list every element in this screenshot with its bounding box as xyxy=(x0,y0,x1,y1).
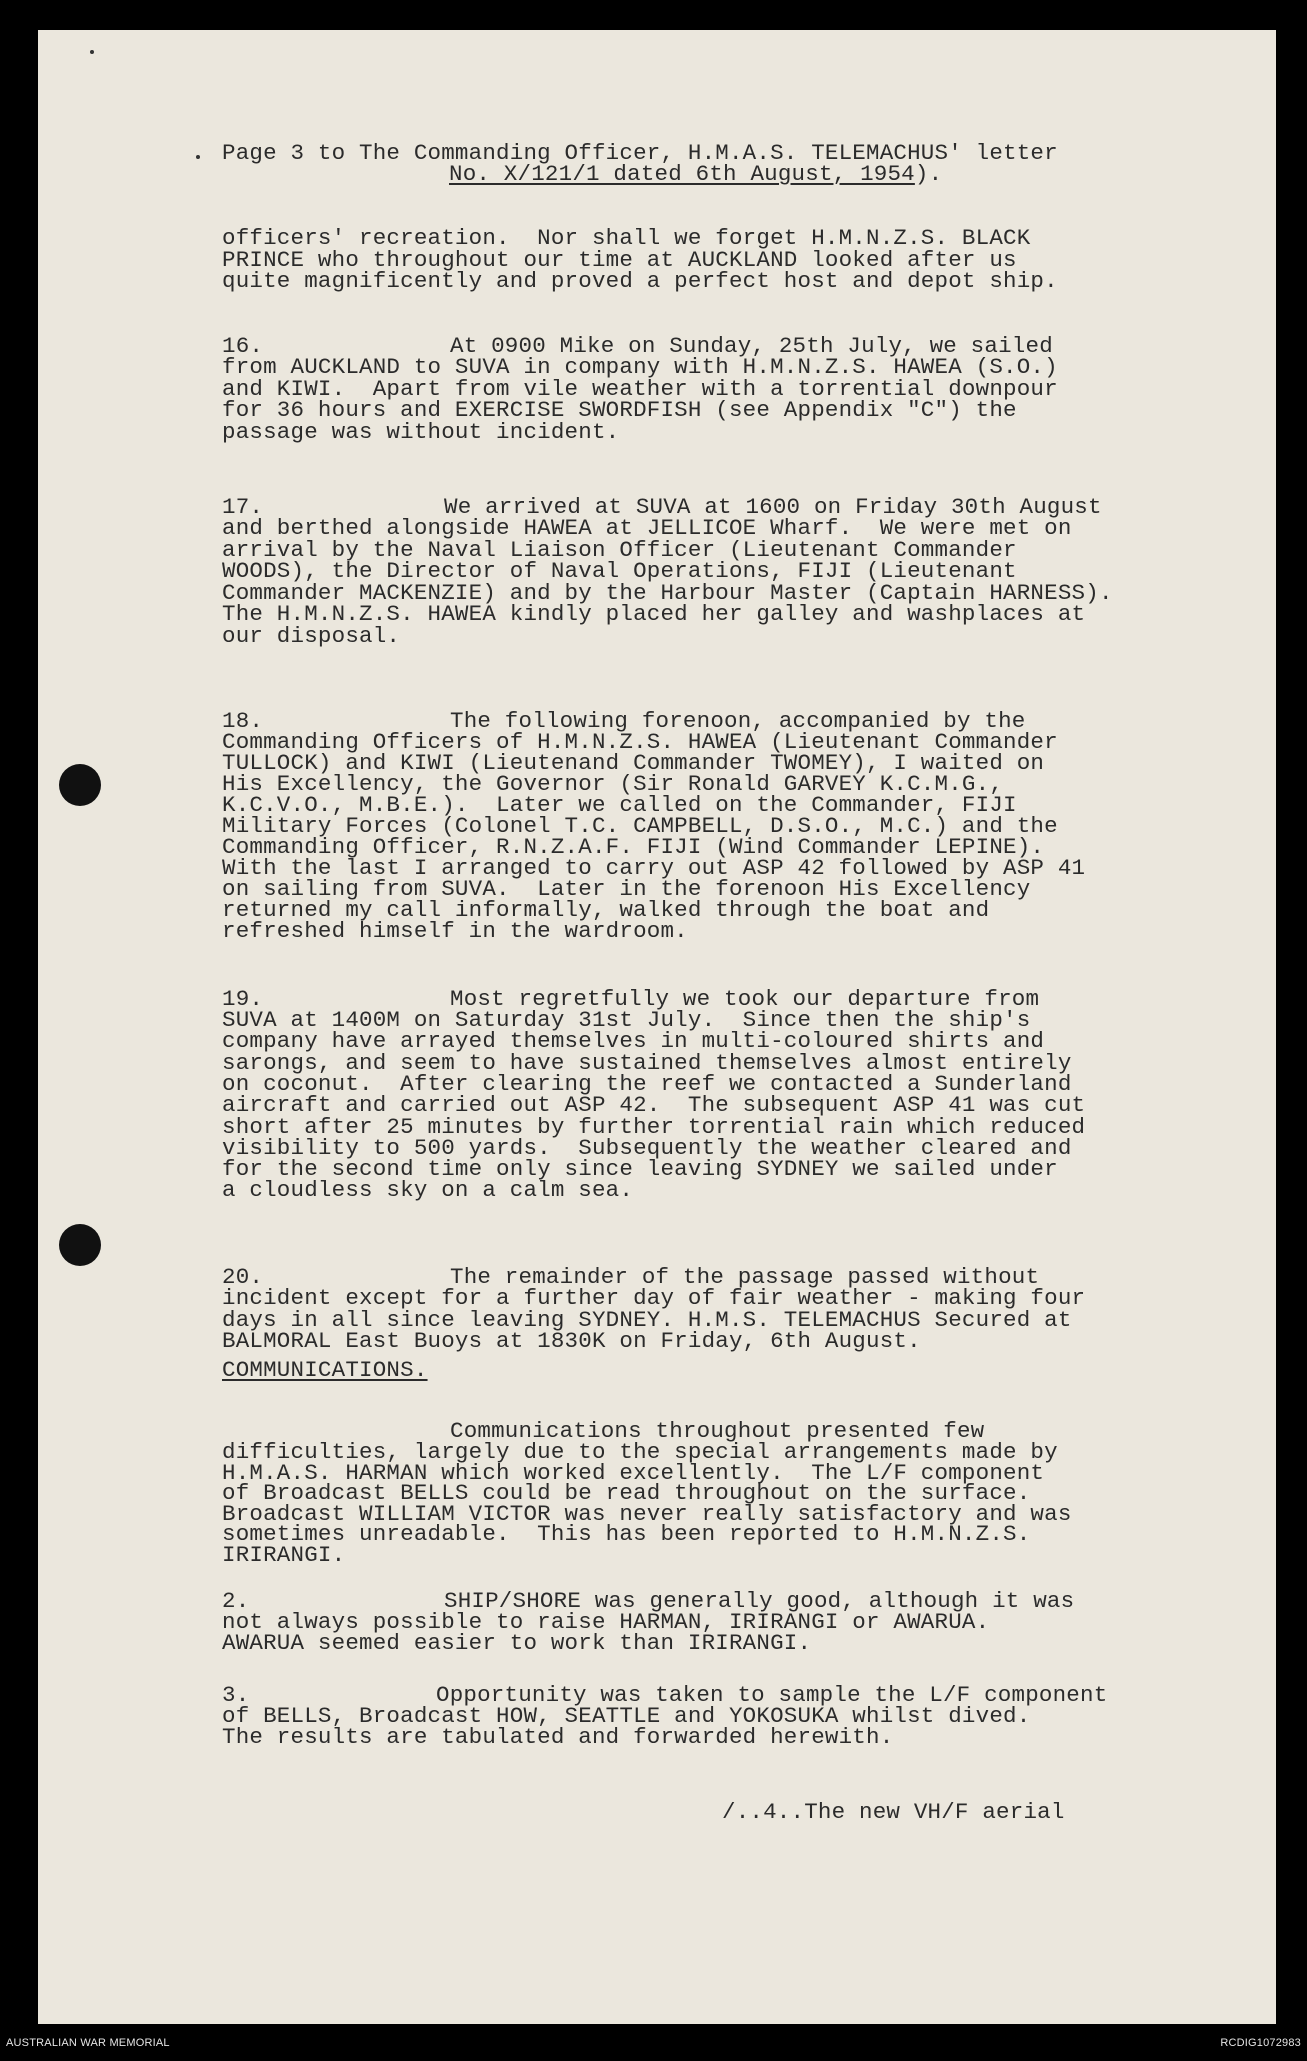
text-line: for the second time only since leaving SYDNEY we sailed under xyxy=(222,1156,1058,1183)
paragraph-number: 2. xyxy=(222,1588,250,1614)
paragraph-first-line: Opportunity was taken to sample the L/F component xyxy=(436,1682,1108,1708)
text-line: of BELLS, Broadcast HOW, SEATTLE and YOKOSUKA whilst dived. xyxy=(222,1703,1031,1729)
continuation-catchword: /..4..The new VH/F aerial xyxy=(722,1799,1065,1825)
text-line: short after 25 minutes by further torrential rain which reduced xyxy=(222,1113,1086,1140)
text-line: Military Forces (Colonel T.C. CAMPBELL, D.S.O., M.C.) and the xyxy=(222,813,1058,839)
text-line: arrival by the Naval Liaison Officer (Lieutenant Commander xyxy=(222,536,1017,563)
text-line: days in all since leaving SYDNEY. H.M.S. TELEMACHUS Secured at xyxy=(222,1306,1072,1333)
text-line: Broadcast WILLIAM VICTOR was never really satisfactory and was xyxy=(222,1500,1072,1527)
text-line: His Excellency, the Governor (Sir Ronald GARVEY K.C.M.G., xyxy=(222,771,1004,797)
text-line: passage was without incident. xyxy=(222,418,620,445)
page-header-line-2: No. X/121/1 dated 6th August, 1954). xyxy=(449,161,943,187)
text-line: WOODS), the Director of Naval Operations, FIJI (Lieutenant xyxy=(222,558,1017,584)
text-line: officers' recreation. Nor shall we forget H.M.N.Z.S. BLACK xyxy=(222,225,1031,251)
paragraph-number: 17. xyxy=(222,494,264,520)
text-line: The results are tabulated and forwarded herewith. xyxy=(222,1724,894,1750)
text-line: aircraft and carried out ASP 42. The subsequent ASP 41 was cut xyxy=(222,1092,1086,1119)
text-line: refreshed himself in the wardroom. xyxy=(222,918,688,944)
paragraph-number: 3. xyxy=(222,1682,250,1708)
text-line: BALMORAL East Buoys at 1830K on Friday, 6th August. xyxy=(222,1328,921,1354)
footer-source: AUSTRALIAN WAR MEMORIAL xyxy=(6,2037,170,2049)
text-line: H.M.A.S. HARMAN which worked excellently. The L/F component xyxy=(222,1459,1045,1486)
paragraph-first-line: The remainder of the passage passed without xyxy=(450,1264,1040,1290)
text-line: Commanding Officer, R.N.Z.A.F. FIJI (Wind Commander LEPINE). xyxy=(222,834,1045,860)
paragraph-first-line: At 0900 Mike on Sunday, 25th July, we sailed xyxy=(450,333,1053,359)
letter-body xyxy=(38,30,1276,2024)
paragraph-first-line: Most regretfully we took our departure from xyxy=(450,986,1040,1012)
text-line: on coconut. After clearing the reef we contacted a Sunderland xyxy=(222,1070,1072,1097)
text-line: Commander MACKENZIE) and by the Harbour Master (Captain HARNESS). xyxy=(222,579,1113,606)
section-heading: COMMUNICATIONS. xyxy=(222,1357,428,1383)
text-line: not always possible to raise HARMAN, IRIRANGI or AWARUA. xyxy=(222,1609,990,1635)
text-line: for 36 hours and EXERCISE SWORDFISH (see Appendix "C") the xyxy=(222,397,1017,423)
text-line: on sailing from SUVA. Later in the forenoon His Excellency xyxy=(222,876,1031,902)
text-line: Commanding Officers of H.M.N.Z.S. HAWEA (Lieutenant Commander xyxy=(222,729,1058,755)
paragraph-number: 16. xyxy=(222,333,264,359)
text-line: and berthed alongside HAWEA at JELLICOE Wharf. We were met on xyxy=(222,515,1072,541)
paragraph-number: 18. xyxy=(222,708,264,734)
letter-reference: No. X/121/1 dated 6th August, 1954 xyxy=(449,161,915,187)
document-page xyxy=(38,30,1276,2024)
text-line: The H.M.N.Z.S. HAWEA kindly placed her galley and washplaces at xyxy=(222,601,1086,627)
page-header-line-1: Page 3 to The Commanding Officer, H.M.A.S. TELEMACHUS' letter xyxy=(222,140,1058,166)
footer-record-id: RCDIG1072983 xyxy=(1220,2037,1301,2049)
paragraph-first-line: SHIP/SHORE was generally good, although it was xyxy=(444,1588,1075,1614)
text-line: sometimes unreadable. This has been reported to H.M.N.Z.S. xyxy=(222,1521,1031,1547)
text-line: quite magnificently and proved a perfect host and depot ship. xyxy=(222,268,1058,294)
text-line: difficulties, largely due to the special arrangements made by xyxy=(222,1439,1058,1465)
paragraph-number: 19. xyxy=(222,986,264,1012)
text-line: of Broadcast BELLS could be read throughout on the surface. xyxy=(222,1480,1031,1506)
text-line: our disposal. xyxy=(222,622,401,649)
text-line: company have arrayed themselves in multi-coloured shirts and xyxy=(222,1028,1045,1055)
text-line: AWARUA seemed easier to work than IRIRANGI. xyxy=(222,1630,812,1656)
text-line: incident except for a further day of fair weather - making four xyxy=(222,1285,1086,1311)
text-line: returned my call informally, walked through the boat and xyxy=(222,897,990,923)
text-line: sarongs, and seem to have sustained themselves almost entirely xyxy=(222,1049,1072,1076)
text-line: With the last I arranged to carry out ASP 42 followed by ASP 41 xyxy=(222,855,1086,881)
text-line: SUVA at 1400M on Saturday 31st July. Since then the ship's xyxy=(222,1007,1031,1033)
text-line: and KIWI. Apart from vile weather with a torrential downpour xyxy=(222,375,1058,402)
text-line: TULLOCK) and KIWI (Lieutenand Commander TWOMEY), I waited on xyxy=(222,750,1045,776)
text-line: K.C.V.O., M.B.E.). Later we called on the Commander, FIJI xyxy=(222,792,1017,818)
paragraph-first-line: Communications throughout presented few xyxy=(450,1418,985,1444)
paragraph-number: 20. xyxy=(222,1264,264,1290)
text-line: IRIRANGI. xyxy=(222,1541,346,1568)
paragraph-first-line: The following forenoon, accompanied by the xyxy=(450,708,1026,734)
text-line: a cloudless sky on a calm sea. xyxy=(222,1177,634,1204)
paragraph-first-line: We arrived at SUVA at 1600 on Friday 30th August xyxy=(444,494,1102,520)
text-line: visibility to 500 yards. Subsequently the weather cleared and xyxy=(222,1134,1072,1161)
text-line: PRINCE who throughout our time at AUCKLAND looked after us xyxy=(222,246,1017,273)
text-line: from AUCKLAND to SUVA in company with H.M.N.Z.S. HAWEA (S.O.) xyxy=(222,354,1058,380)
